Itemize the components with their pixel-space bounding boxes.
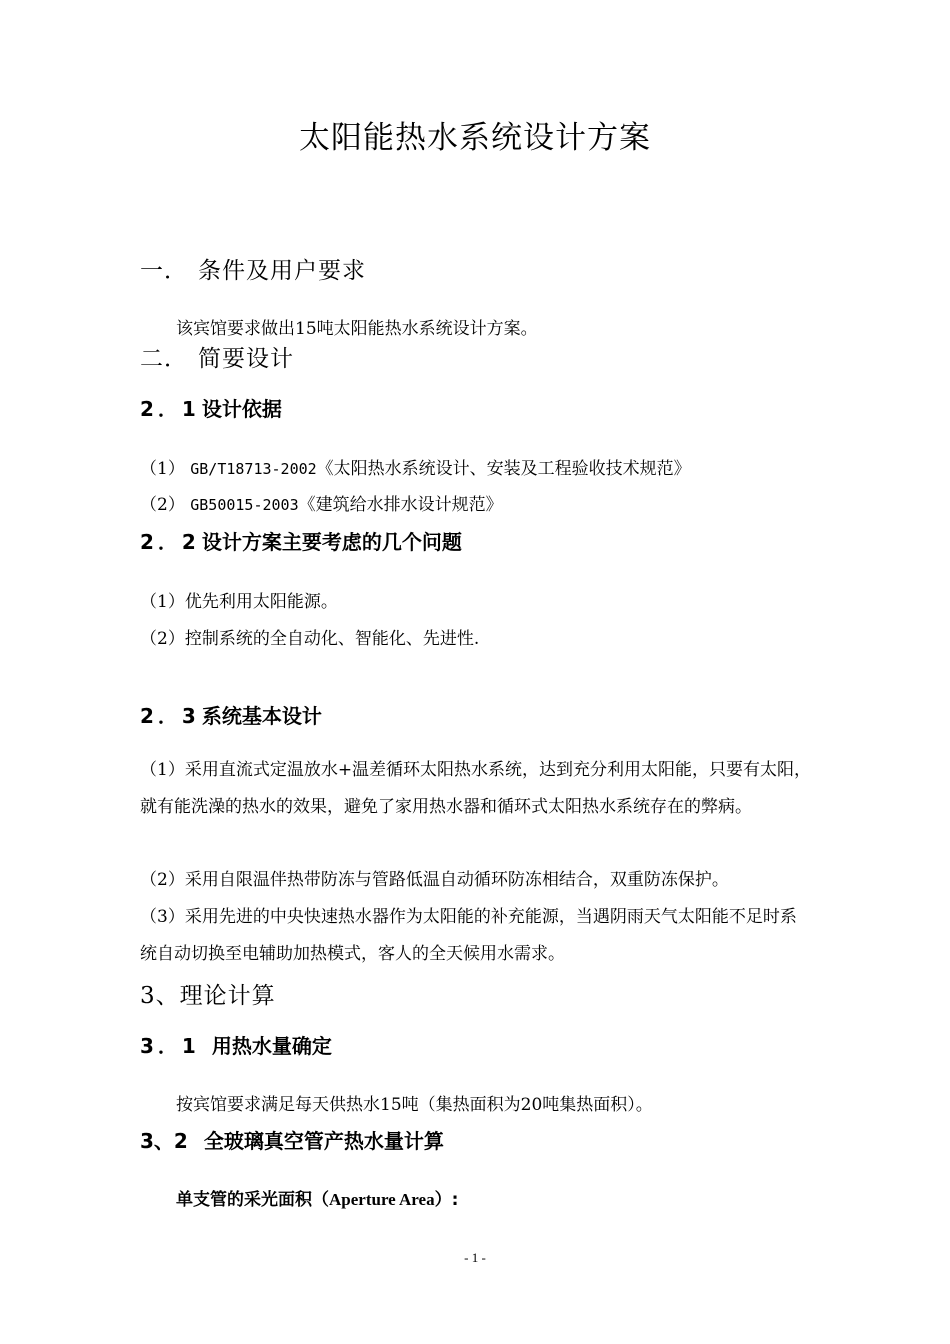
section-3-1-title: 用热水量确定	[211, 1034, 332, 1058]
subheading-cn: 单支管的采光面积（	[176, 1190, 329, 1210]
section-1-title: 条件及用户要求	[198, 258, 366, 284]
section-3-heading: 3、理论计算	[140, 983, 276, 1009]
basis-item	[140, 454, 691, 479]
section-2-2-heading	[140, 526, 462, 555]
basis-item-code: GB/T18713-2002	[190, 460, 317, 478]
design-item: （3）采用先进的中央快速热水器作为太阳能的补充能源，当遇阴雨天气太阳能不足时系统自动切换至电辅助加热模式，客人的全天候用水需求。	[140, 907, 797, 964]
section-2-heading	[140, 340, 294, 373]
basis-item-marker: （1）	[140, 459, 185, 479]
basis-item-text: 《建筑给水排水设计规范》	[298, 495, 503, 515]
section-1-heading	[140, 252, 366, 285]
consideration-item: （1）优先利用太阳能源。	[140, 592, 338, 612]
section-1-paragraph: 该宾馆要求做出15吨太阳能热水系统设计方案。	[176, 319, 538, 339]
section-3-1-heading	[140, 1030, 332, 1059]
subheading-en: Aperture Area	[329, 1190, 435, 1209]
section-2-1-number: 2．1	[140, 397, 200, 421]
section-3-2-number: 3、2	[140, 1129, 188, 1153]
basis-item-text: 《太阳热水系统设计、安装及工程验收技术规范》	[316, 459, 691, 479]
design-item: （1）采用直流式定温放水+温差循环太阳热水系统，达到充分利用太阳能，只要有太阳，就有能洗澡的热水的效果，避免了家用热水器和循环式太阳热水系统存在的弊病。	[140, 760, 812, 817]
section-2-3-title: 系统基本设计	[201, 704, 322, 728]
section-2-2-number: 2．2	[140, 530, 200, 554]
basis-item-marker: （2）	[140, 495, 185, 515]
section-2-1-heading	[140, 393, 282, 422]
section-2-3-heading	[140, 700, 322, 729]
subheading-end: ）:	[434, 1190, 459, 1210]
page-number: - 1 -	[464, 1250, 486, 1265]
section-2-2-title: 设计方案主要考虑的几个问题	[201, 530, 462, 554]
section-3-2-heading	[140, 1125, 444, 1154]
section-3-1-paragraph: 按宾馆要求满足每天供热水15吨（集热面积为20吨集热面积）。	[176, 1095, 653, 1115]
section-2-number: 二．	[140, 346, 188, 372]
aperture-area-subheading	[176, 1185, 458, 1210]
section-2-title: 简要设计	[198, 346, 294, 372]
consideration-item: （2）控制系统的全自动化、智能化、先进性.	[140, 629, 480, 649]
section-2-1-title: 设计依据	[201, 397, 282, 421]
section-3-2-title: 全玻璃真空管产热水量计算	[203, 1129, 444, 1153]
section-1-number: 一．	[140, 258, 188, 284]
section-3-1-number: 3．1	[140, 1034, 200, 1058]
basis-item-code: GB50015-2003	[190, 496, 299, 514]
document-title: 太阳能热水系统设计方案	[299, 120, 651, 156]
basis-item	[140, 490, 503, 515]
section-2-3-number: 2．3	[140, 704, 200, 728]
design-item: （2）采用自限温伴热带防冻与管路低温自动循环防冻相结合，双重防冻保护。	[140, 870, 729, 890]
